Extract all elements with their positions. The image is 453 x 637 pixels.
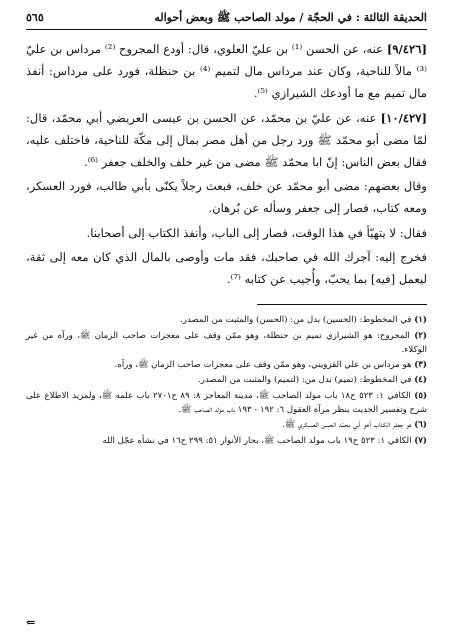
text-paragraph xyxy=(26,175,427,219)
paragraph-text: وقال بعضهم: مضى أبو محمّد عن خلف، فبعث رجلاً يكنّى بأبي طالب، فورد العسكر، ومعه كتاب، فصار إلى جعفر وسأله عن بُرهان. xyxy=(26,179,427,216)
footnote-number: (٢) xyxy=(414,330,427,341)
footnote-number: (٣) xyxy=(414,360,427,371)
footnote-text: في المخطوط: (الحسين) بدل من: (الحسن) والمثبت من المصدر. xyxy=(180,315,415,326)
running-header xyxy=(26,10,427,30)
hadith-number: [١٠/٤٢٧] xyxy=(380,110,427,125)
footnote xyxy=(26,373,427,387)
footnote-number: (٦) xyxy=(414,420,427,431)
paragraph-text: عنه، عن عليّ بن محمّد، عن الحسن بن عيسى العريضي أبي محمّد، قال: لمّا مضى أبو محمّد ﷺ ورد رجل من أهل مصر بمال إلى مكّة للناحية، فاختلف عليه، فقال بعض الناس: إنّ ابا محمّد ﷺ مضى من غير خلف والخلف جعفر ⁽⁶⁾. xyxy=(26,110,427,170)
footnote-text: الكافي ١: ٥٢٣ ح١٨ باب مولد الصاحب ﷺ، مدينة المعاجز ٨: ٨٩ ح٢٧٠١ باب علمه ﷺ، ولمزيد الاطلاع على شرح وتفسير الحديث ينظر مرآة العقول ٦: ١٩٢ - ١٩٣ باب مولد الصاحب ﷺ. xyxy=(26,390,427,416)
footnote-text: في المخطوط: (تميم) بدل من: (لتميم) والمثبت من المصدر. xyxy=(198,375,415,386)
footnote-text: المجروح: هو الشيرازي تميم بن حنظلة، وهو ممّن وقف على معجزات صاحب الزمان ﷺ، ورآه من غير الوكلاء. xyxy=(26,330,427,355)
header-title: الحديقة الثالثة : في الحجّة / مولد الصاحب ﷺ وبعض أحواله xyxy=(154,11,427,24)
footnote-number: (٤) xyxy=(414,375,427,386)
paragraph-text: فقال: لا يتهيّأ في هذا الوقت، فصار إلى الباب، وأنفذ الكتاب إلى أصحابنا. xyxy=(86,225,427,240)
footnote-divider xyxy=(257,304,427,305)
text-paragraph xyxy=(26,246,427,290)
text-paragraph xyxy=(26,222,427,244)
paragraph-text: عنه، عن الحسن ⁽¹⁾ بن عليّ العلوي، قال: أودع المجروح ⁽²⁾ مرداس بن عليّ ⁽³⁾ مالاً للناحية، وكان عند مرداس مال لتميم ⁽⁴⁾ بن حنظلة، فورد على مرداس: أنفذ مال تميم مع ما أودعك الشيرازي ⁽⁵⁾. xyxy=(26,42,427,101)
footnote-text: هو مرداس بن علي القزويني، وهو ممّن وقف على معجزات صاحب الزمان ﷺ، ورآه. xyxy=(114,360,415,371)
footnote-number: (١) xyxy=(414,315,427,326)
footnote-number: (٥) xyxy=(414,390,428,401)
page-number: ٥٦٥ xyxy=(26,11,44,24)
main-text xyxy=(26,38,427,290)
hadith-number: [٩/٤٢٦] xyxy=(386,42,427,56)
footnote-number: (٧) xyxy=(414,435,427,446)
hadith-paragraph xyxy=(26,107,427,174)
paragraph-text: فخرج إليه: آجرك الله في صاحبك، فقد مات وأوصى بالمال الذي كان معه إلى ثقة، ليعمل [فيه] بما يحبّ، وأُجيب عن كتابه ⁽⁷⁾. xyxy=(26,249,427,287)
footnote xyxy=(26,389,427,418)
footnote xyxy=(26,418,427,432)
footnote xyxy=(26,329,427,358)
footnote xyxy=(26,434,427,448)
footnote-text: الكافي ١: ٥٢٣ ح١٩ باب مولد الصاحب ﷺ، بحار الأنوار ٥١: ٢٩٩ ح١٦ في نشأه عجّل الله xyxy=(102,435,415,446)
footnote xyxy=(26,358,427,372)
footnotes xyxy=(26,313,427,448)
footnote-text: هو جعفر الكذاب أخو أبي محمّد الحسن العسكري ﷺ. xyxy=(282,420,415,431)
hadith-paragraph xyxy=(26,38,427,105)
continuation-arrow-icon: ⇐ xyxy=(26,616,36,629)
footnote xyxy=(26,313,427,327)
